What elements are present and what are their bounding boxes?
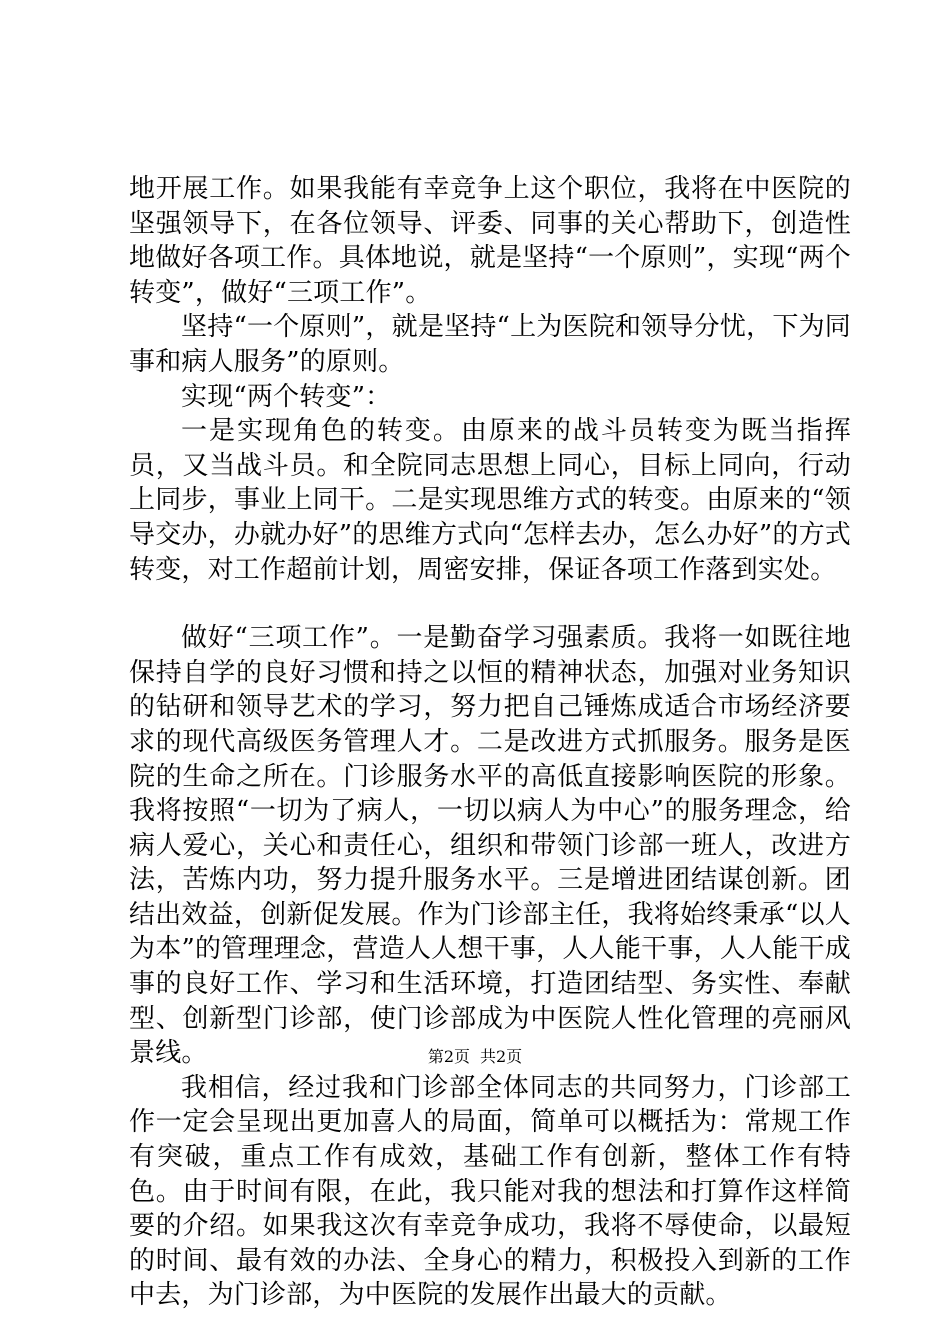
paragraph-three-tasks: 做好“三项工作”。一是勤奋学习强素质。我将一如既往地保持自学的良好习惯和持之以恒的精神状态，加强对业务知识的钻研和领导艺术的学习，努力把自己锤炼成适合市场经济要求的现代高级医务管理人才。二是改进方式抓服务。服务是医院的生命之所在。门诊服务水平的高低直接影响医院的形象。我将按照“一切为了病人，一切以病人为中心”的服务理念，给病人爱心，关心和责任心，组织和带领门诊部一班人，改进方法，苦炼内功，努力提升服务水平。三是增进团结谋创新。团结出效益，创新促发展。作为门诊部主任，我将始终秉承“以人为本”的管理理念，营造人人想干事，人人能干事，人人能干成事的良好工作、学习和生活环境，打造团结型、务实性、奉献型、创新型门诊部，使门诊部成为中医院人性化管理的亮丽风景线。: [129, 623, 851, 1069]
paragraph-two-changes-heading: 实现“两个转变”：: [181, 381, 392, 412]
paragraph-closing: 我相信，经过我和门诊部全体同志的共同努力，门诊部工作一定会呈现出更加喜人的局面，简单可以概括为：常规工作有突破，重点工作有成效，基础工作有创新，整体工作有特色。由于时间有限，在此，我只能对我的想法和打算作这样简要的介绍。如果我这次有幸竞争成功，我将不辱使命，以最短的时间、最有效的办法、全身心的精力，积极投入到新的工作中去，为门诊部，为中医院的发展作出最大的贡献。: [129, 1072, 851, 1311]
document-body: [129, 172, 851, 1313]
page-number: 第2页: [427, 1047, 470, 1066]
page-footer: [0, 1044, 950, 1067]
paragraph-two-changes: 一是实现角色的转变。由原来的战斗员转变为既当指挥员，又当战斗员。和全院同志思想上同心，目标上同向，行动上同步，事业上同干。二是实现思维方式的转变。由原来的“领导交办，办就办好”的思维方式向“怎样去办，怎么办好”的方式转变，对工作超前计划，周密安排，保证各项工作落到实处。: [129, 416, 851, 585]
page-total: 共2页: [480, 1047, 523, 1066]
paragraph-one-principle: 坚持“一个原则”，就是坚持“上为医院和领导分忧，下为同事和病人服务”的原则。: [129, 312, 851, 377]
paragraph-opening: 地开展工作。如果我能有幸竞争上这个职位，我将在中医院的坚强领导下，在各位领导、评委、同事的关心帮助下，创造性地做好各项工作。具体地说，就是坚持“一个原则”，实现“两个转变”，做好“三项工作”。: [129, 174, 851, 308]
